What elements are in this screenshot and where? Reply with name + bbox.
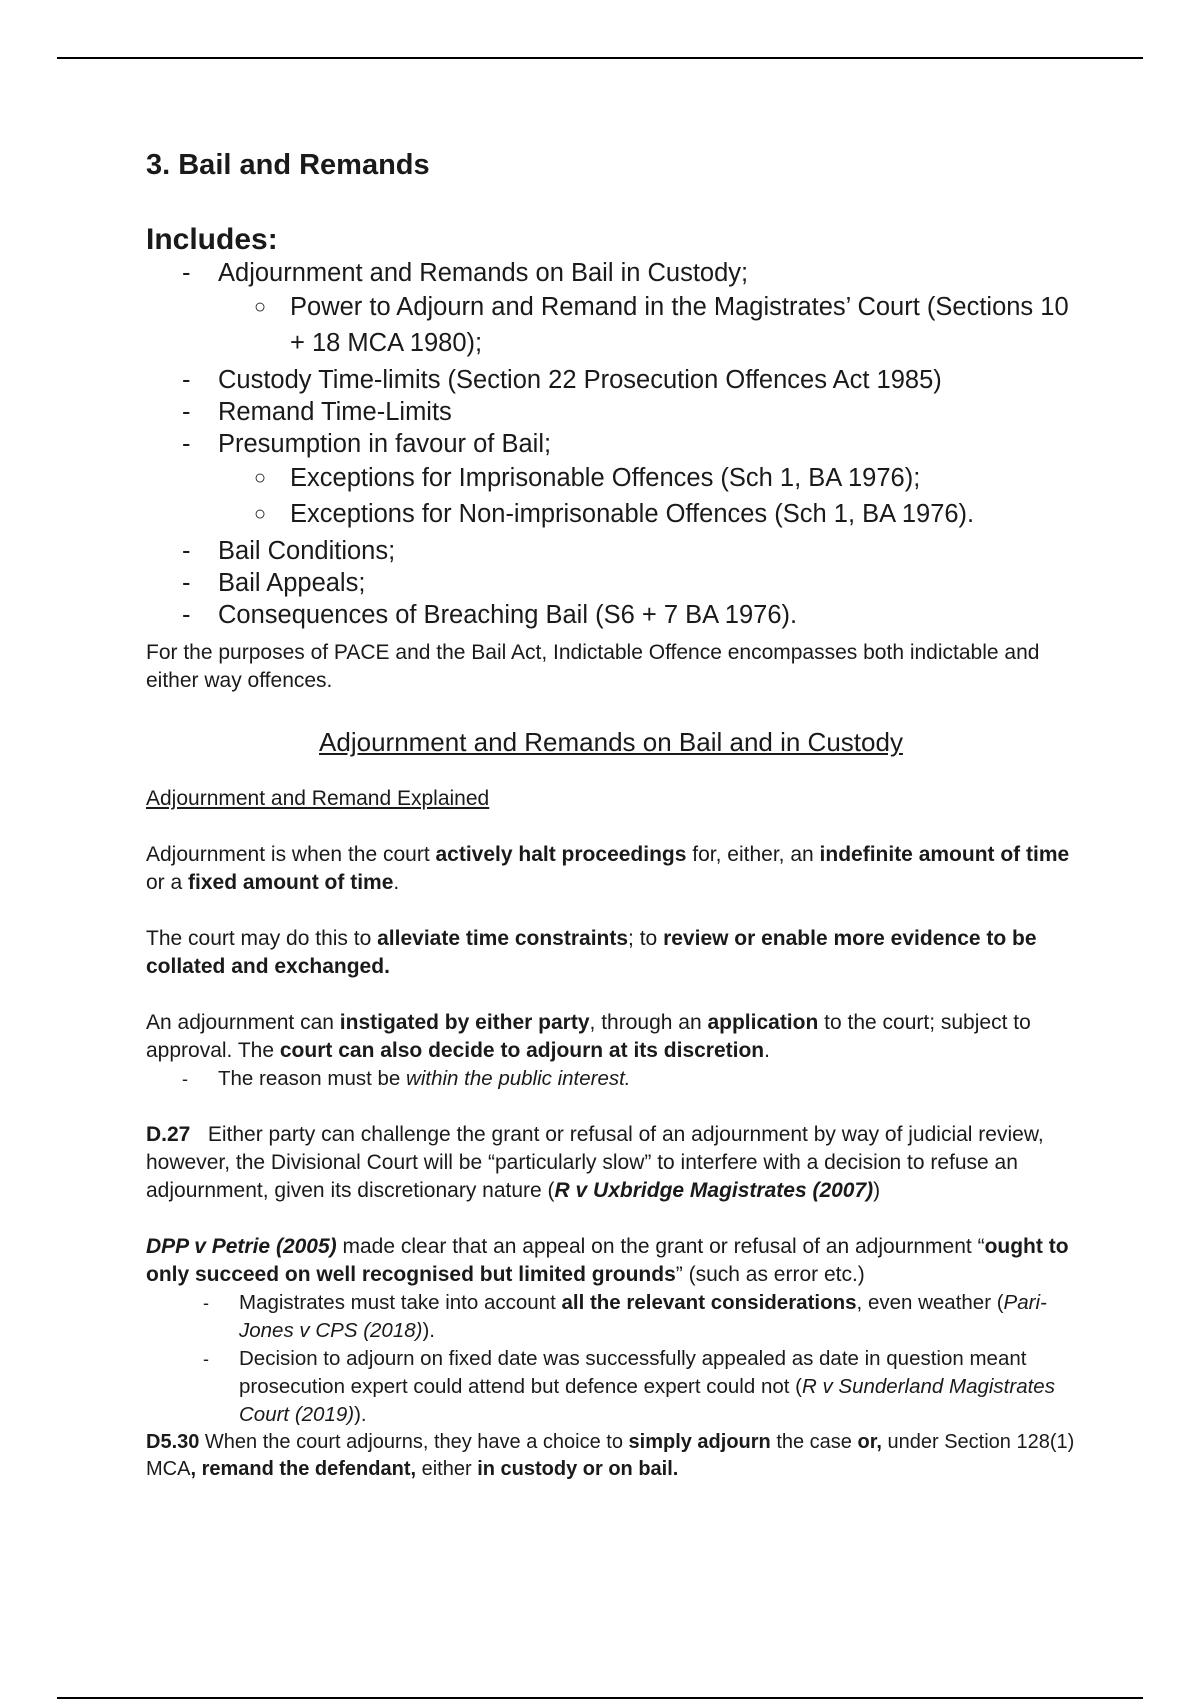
section-heading: Adjournment and Remands on Bail and in Custody bbox=[319, 727, 903, 757]
list-item: - Custody Time-limits (Section 22 Prosecution Offences Act 1985) bbox=[182, 366, 942, 394]
includes-heading: Includes: bbox=[146, 223, 278, 256]
paragraph-d27: D.27 Either party can challenge the grant or refusal of an adjournment by way of judicial review, however, the Divisional Court will be “particularly slow” to interfere with a decision to refuse an adjournment, given its discretionary nature (R v Uxbridge Magistrates (2007)) bbox=[146, 1123, 1050, 1202]
paragraph-adjournment-instigation: An adjournment can instigated by either party, through an application to the court; subject to approval. The court can also decide to adjourn at its discretion. bbox=[146, 1011, 1031, 1062]
sub-list bbox=[218, 460, 1076, 532]
list-item: - Bail Conditions; bbox=[182, 537, 396, 565]
dash-bullet: - bbox=[182, 1069, 188, 1089]
petrie-points-list bbox=[146, 1289, 1076, 1429]
reference-label: D.27 bbox=[146, 1123, 191, 1146]
reference-label: D5.30 bbox=[146, 1431, 200, 1453]
list-item: - Decision to adjourn on fixed date was successfully appealed as date in question meant prosecution expert could attend but defence expert could not (R v Sunderland Magistrates Court (2019)). bbox=[203, 1347, 1055, 1426]
sub-list-item: ○ Exceptions for Imprisonable Offences (Sch 1, BA 1976); bbox=[218, 460, 1076, 496]
paragraph-adjournment-reasons: The court may do this to alleviate time constraints; to review or enable more evidence to be collated and exchanged. bbox=[146, 927, 1037, 978]
dash-bullet: - bbox=[182, 601, 191, 629]
document-body bbox=[146, 145, 1076, 1483]
includes-list bbox=[146, 257, 1076, 631]
dash-bullet: - bbox=[203, 1349, 209, 1369]
case-citation: DPP v Petrie (2005) bbox=[146, 1235, 337, 1258]
public-interest-list bbox=[146, 1065, 1076, 1093]
definition-note: For the purposes of PACE and the Bail Act, Indictable Offence encompasses both indictable and either way offences. bbox=[146, 641, 1040, 692]
case-citation: Pari-Jones v CPS (2018) bbox=[239, 1291, 1047, 1342]
header-rule bbox=[57, 57, 1143, 59]
footer-rule bbox=[57, 1697, 1143, 1699]
list-item: - The reason must be within the public interest. bbox=[146, 1065, 1076, 1093]
page-title: 3. Bail and Remands bbox=[146, 149, 430, 181]
dash-bullet: - bbox=[203, 1293, 209, 1313]
dash-bullet: - bbox=[182, 366, 191, 394]
paragraph-petrie: DPP v Petrie (2005) made clear that an appeal on the grant or refusal of an adjournment “ought to only succeed on well recognised but limited grounds” (such as error etc.) bbox=[146, 1235, 1069, 1286]
list-item: - Bail Appeals; bbox=[182, 569, 366, 597]
sub-heading: Adjournment and Remand Explained bbox=[146, 787, 490, 810]
list-item: - Consequences of Breaching Bail (S6 + 7 BA 1976). bbox=[182, 601, 798, 629]
list-item: - Remand Time-Limits bbox=[182, 398, 452, 426]
sub-list bbox=[218, 289, 1076, 361]
circle-bullet-icon: ○ bbox=[254, 296, 267, 318]
dash-bullet: - bbox=[182, 569, 191, 597]
dash-bullet: - bbox=[182, 430, 191, 458]
dash-bullet: - bbox=[182, 537, 191, 565]
sub-list-item: ○ Exceptions for Non-imprisonable Offences (Sch 1, BA 1976). bbox=[218, 496, 1076, 532]
circle-bullet-icon: ○ bbox=[254, 503, 267, 525]
list-item: - Adjournment and Remands on Bail in Custody; ○ Power to Adjourn and Remand in the Magistrates’ Court (Sections 10 + 18 MCA 1980); bbox=[146, 257, 1076, 361]
sub-list-item: ○ Power to Adjourn and Remand in the Magistrates’ Court (Sections 10 + 18 MCA 1980); bbox=[218, 289, 1076, 361]
circle-bullet-icon: ○ bbox=[254, 467, 267, 489]
list-item: - Presumption in favour of Bail; ○ Exceptions for Imprisonable Offences (Sch 1, BA 1976); ○ Exceptions for Non-imprisonable Offences (Sch 1, BA 1976). bbox=[146, 428, 1076, 532]
list-item: - Magistrates must take into account all the relevant considerations, even weather (Pari-Jones v CPS (2018)). bbox=[203, 1291, 1047, 1342]
paragraph-d530: D5.30 When the court adjourns, they have a choice to simply adjourn the case or, under Section 128(1) MCA, remand the defendant, either in custody or on bail. bbox=[146, 1431, 1075, 1480]
dash-bullet: - bbox=[182, 398, 191, 426]
case-citation: R v Sunderland Magistrates Court (2019) bbox=[239, 1375, 1055, 1426]
paragraph-adjournment-definition: Adjournment is when the court actively halt proceedings for, either, an indefinite amount of time or a fixed amount of time. bbox=[146, 843, 1070, 894]
case-citation: R v Uxbridge Magistrates (2007) bbox=[554, 1179, 874, 1202]
dash-bullet: - bbox=[182, 259, 191, 287]
